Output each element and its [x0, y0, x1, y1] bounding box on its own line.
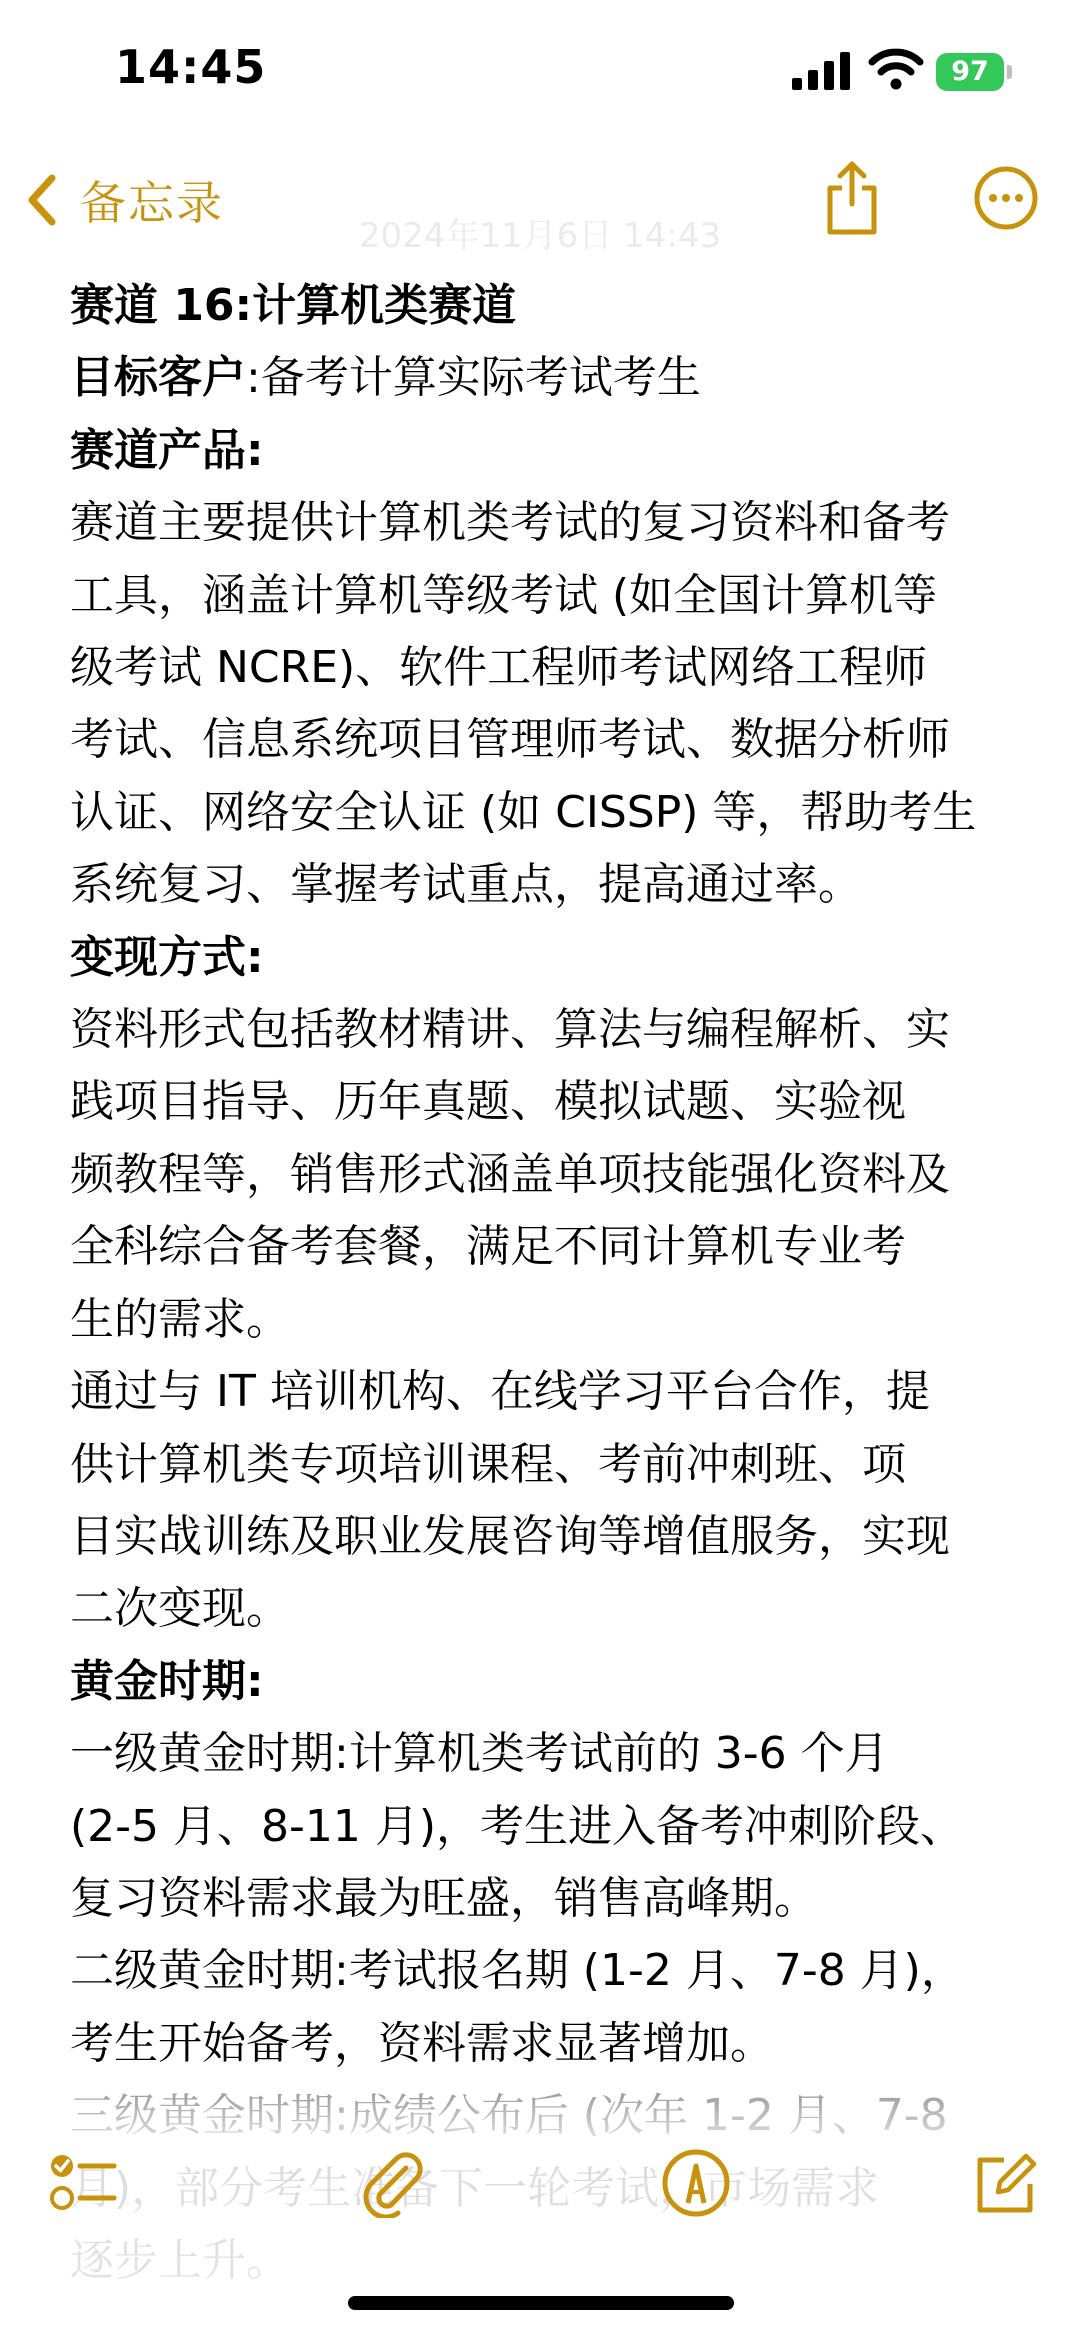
note-heading-text: 赛道 16:计算机类赛道	[70, 280, 517, 331]
home-indicator[interactable]	[348, 2296, 734, 2310]
note-line	[70, 560, 1030, 632]
battery-cap	[1007, 65, 1012, 79]
note-line	[70, 1356, 1030, 1428]
note-line	[70, 1718, 1030, 1790]
cellular-signal-icon	[792, 52, 852, 90]
note-line	[70, 994, 1030, 1066]
note-text: 生的需求。	[70, 1293, 290, 1345]
compose-icon[interactable]	[970, 2148, 1040, 2218]
bottom-toolbar	[0, 2130, 1080, 2230]
checklist-icon[interactable]	[48, 2148, 118, 2218]
note-line	[70, 922, 1030, 994]
note-line	[70, 1139, 1030, 1211]
note-text: 践项目指导、历年真题、模拟试题、实验视	[70, 1076, 906, 1128]
note-body[interactable]	[70, 270, 1030, 2297]
note-text: 通过与 IT 培训机构、在线学习平台合作，提	[70, 1366, 930, 1418]
note-line	[70, 1501, 1030, 1573]
note-text: :备考计算实际考试考生	[246, 352, 701, 404]
note-line	[70, 632, 1030, 704]
note-text: 全科综合备考套餐，满足不同计算机专业考	[70, 1221, 906, 1273]
note-heading-text: 黄金时期:	[70, 1655, 264, 1707]
note-text: 级考试 NCRE)、软件工程师考试网络工程师	[70, 642, 928, 694]
note-text: 考生开始备考，资料需求显著增加。	[70, 2017, 774, 2069]
note-text: 二级黄金时期:考试报名期 (1-2 月、7-8 月)，	[70, 1945, 965, 1997]
note-text: 系统复习、掌握考试重点，提高通过率。	[70, 859, 862, 911]
note-text: 目实战训练及职业发展咨询等增值服务，实现	[70, 1510, 950, 1562]
note-text: 频教程等，销售形式涵盖单项技能强化资料及	[70, 1148, 950, 1200]
note-line	[70, 1284, 1030, 1356]
note-text: 复习资料需求最为旺盛，销售高峰期。	[70, 1872, 818, 1924]
markup-icon[interactable]	[661, 2148, 731, 2218]
note-line	[70, 1646, 1030, 1718]
battery-level: 97	[951, 56, 989, 87]
note-line	[70, 1791, 1030, 1863]
note-line	[70, 1211, 1030, 1283]
wifi-icon	[868, 48, 924, 90]
note-text: 二次变现。	[70, 1583, 290, 1635]
note-heading-text: 赛道产品:	[70, 424, 264, 476]
status-bar	[0, 0, 1080, 140]
note-line	[70, 777, 1030, 849]
note-line	[70, 849, 1030, 921]
note-line	[70, 415, 1030, 487]
note-line	[70, 1066, 1030, 1138]
note-line	[70, 270, 1030, 342]
status-time: 14:45	[115, 40, 267, 94]
attachment-icon[interactable]	[358, 2148, 428, 2218]
note-line	[70, 2008, 1030, 2080]
note-line	[70, 487, 1030, 559]
note-text: 资料形式包括教材精讲、算法与编程解析、实	[70, 1004, 950, 1056]
note-line	[70, 1935, 1030, 2007]
battery-indicator	[936, 53, 1016, 93]
note-line	[70, 704, 1030, 776]
note-text: 赛道主要提供计算机类考试的复习资料和备考	[70, 497, 950, 549]
note-line	[70, 1573, 1030, 1645]
note-heading-text: 目标客户	[70, 352, 246, 404]
note-date: 2024年11月6日 14:43	[358, 216, 722, 256]
note-text: 认证、网络安全认证 (如 CISSP) 等，帮助考生	[70, 786, 977, 838]
note-text: 一级黄金时期:计算机类考试前的 3-6 个月	[70, 1728, 889, 1780]
note-text: 考试、信息系统项目管理师考试、数据分析师	[70, 714, 950, 766]
note-text: 工具，涵盖计算机等级考试 (如全国计算机等	[70, 569, 938, 621]
note-line	[70, 342, 1030, 414]
note-text: 供计算机类专项培训课程、考前冲刺班、项	[70, 1438, 906, 1490]
note-line	[70, 1863, 1030, 1935]
note-heading-text: 变现方式:	[70, 931, 264, 983]
back-button-label: 备忘录	[80, 176, 224, 230]
note-line	[70, 1429, 1030, 1501]
note-text: (2-5 月、8-11 月)，考生进入备考冲刺阶段、	[70, 1800, 965, 1852]
